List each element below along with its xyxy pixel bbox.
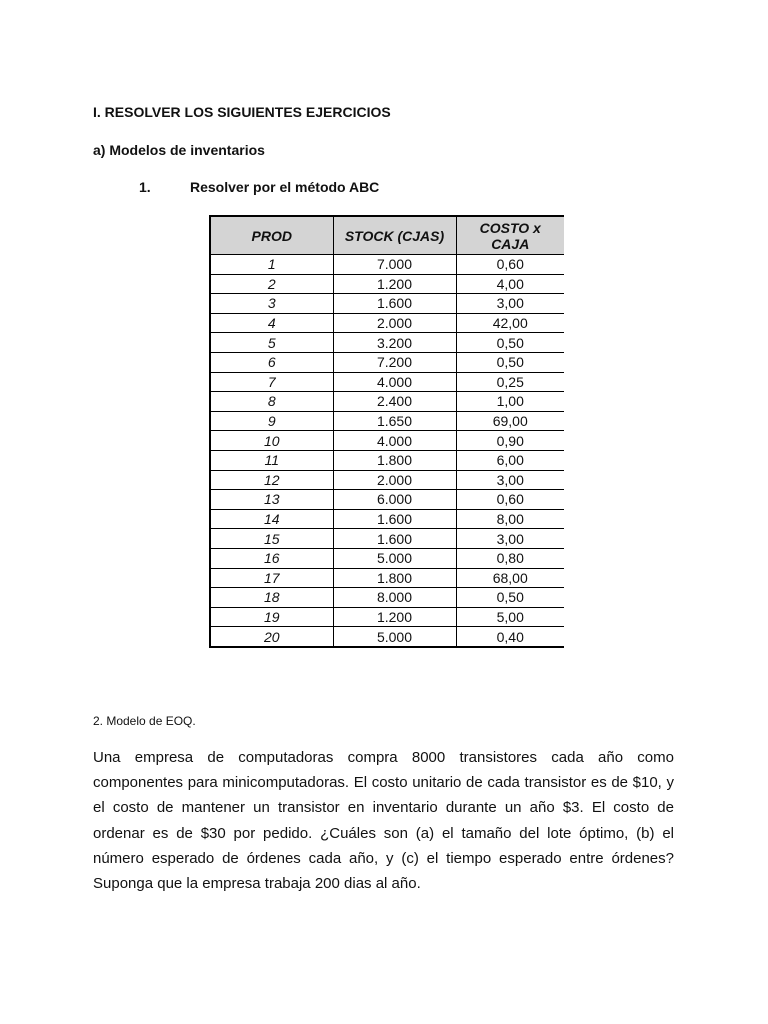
stock-cell: 7.200: [333, 352, 456, 372]
table-row: [210, 431, 564, 451]
table-row: [210, 588, 564, 608]
cost-cell: 3,00: [456, 294, 564, 314]
prod-cell: 16: [210, 548, 333, 568]
table-row: [210, 313, 564, 333]
stock-cell: 8.000: [333, 588, 456, 608]
stock-cell: 3.200: [333, 333, 456, 353]
cost-cell: 8,00: [456, 509, 564, 529]
prod-cell: 3: [210, 294, 333, 314]
table-row: [210, 509, 564, 529]
table-body: [210, 255, 564, 647]
prod-cell: 13: [210, 490, 333, 510]
table-row: [210, 470, 564, 490]
stock-cell: 7.000: [333, 255, 456, 275]
header-prod: PROD: [210, 216, 333, 255]
cost-cell: 0,50: [456, 333, 564, 353]
cost-cell: 68,00: [456, 568, 564, 588]
exercise-2-paragraph: Una empresa de computadoras compra 8000 transistores cada año como componentes para minicomputadoras. El costo unitario de cada transistor es de $10, y el costo de mantener un transistor en inventario durante un año $3. El costo de ordenar es de $30 por pedido. ¿Cuáles son (a) el tamaño del lote óptimo, (b) el número esperado de órdenes cada año, y (c) el tiempo esperado entre órdenes? Suponga que la empresa trabaja 200 dias al año.: [93, 749, 674, 893]
table-row: [210, 274, 564, 294]
prod-cell: 14: [210, 509, 333, 529]
stock-cell: 1.800: [333, 450, 456, 470]
prod-cell: 2: [210, 274, 333, 294]
table-row: [210, 568, 564, 588]
prod-cell: 6: [210, 352, 333, 372]
cost-cell: 0,90: [456, 431, 564, 451]
prod-cell: 18: [210, 588, 333, 608]
cost-cell: 0,60: [456, 490, 564, 510]
subsection-heading: a) Modelos de inventarios: [93, 142, 265, 158]
cost-cell: 3,00: [456, 529, 564, 549]
table-row: [210, 450, 564, 470]
prod-cell: 15: [210, 529, 333, 549]
stock-cell: 1.200: [333, 607, 456, 627]
cost-cell: 4,00: [456, 274, 564, 294]
stock-cell: 1.600: [333, 529, 456, 549]
table-row: [210, 627, 564, 647]
prod-cell: 1: [210, 255, 333, 275]
table-row: [210, 490, 564, 510]
prod-cell: 5: [210, 333, 333, 353]
stock-cell: 4.000: [333, 431, 456, 451]
prod-cell: 17: [210, 568, 333, 588]
header-cost-line2: CAJA: [491, 235, 530, 252]
table-row: [210, 255, 564, 275]
stock-cell: 1.200: [333, 274, 456, 294]
header-cost: [456, 216, 564, 255]
cost-cell: 1,00: [456, 392, 564, 412]
cost-cell: 69,00: [456, 411, 564, 431]
table-row: [210, 294, 564, 314]
prod-cell: 8: [210, 392, 333, 412]
prod-cell: 11: [210, 450, 333, 470]
table-row: [210, 607, 564, 627]
header-cost-line1: COSTO x: [479, 219, 541, 236]
table-row: [210, 548, 564, 568]
table-row: [210, 372, 564, 392]
stock-cell: 1.600: [333, 294, 456, 314]
cost-cell: 0,40: [496, 628, 524, 645]
table-row: [210, 529, 564, 549]
stock-cell: 6.000: [333, 490, 456, 510]
stock-cell: 5.000: [333, 548, 456, 568]
exercise-1-title: Resolver por el método ABC: [190, 179, 380, 195]
prod-cell: 7: [210, 372, 333, 392]
prod-cell: 4: [210, 313, 333, 333]
stock-cell: 2.000: [333, 313, 456, 333]
cost-cell: 6,00: [456, 450, 564, 470]
exercise-2-title: 2. Modelo de EOQ.: [93, 714, 196, 728]
table-row: [210, 392, 564, 412]
prod-cell: 12: [210, 470, 333, 490]
table-row: [210, 352, 564, 372]
cost-cell: 3,00: [456, 470, 564, 490]
stock-cell: 2.400: [333, 392, 456, 412]
section-heading: I. RESOLVER LOS SIGUIENTES EJERCICIOS: [93, 104, 391, 120]
prod-cell: 9: [210, 411, 333, 431]
exercise-1-number: 1.: [139, 179, 151, 195]
prod-cell: 19: [210, 607, 333, 627]
stock-cell: 2.000: [333, 470, 456, 490]
stock-cell: 1.600: [333, 509, 456, 529]
cost-cell: 5,00: [456, 607, 564, 627]
stock-cell: 1.650: [333, 411, 456, 431]
cost-cell: 0,80: [456, 548, 564, 568]
table-header-row: [210, 216, 564, 255]
abc-inventory-table: [209, 215, 564, 648]
table-row: [210, 411, 564, 431]
stock-cell: 5.000: [333, 627, 456, 647]
cost-cell: 0,50: [456, 588, 564, 608]
cost-cell: 42,00: [456, 313, 564, 333]
cost-cell: 0,50: [456, 352, 564, 372]
stock-cell: 1.800: [333, 568, 456, 588]
cost-cell: 0,25: [456, 372, 564, 392]
prod-cell: 10: [210, 431, 333, 451]
cost-cell: 0,60: [456, 255, 564, 275]
header-stock: STOCK (CJAS): [333, 216, 456, 255]
table-row: [210, 333, 564, 353]
prod-cell: 20: [210, 627, 333, 647]
stock-cell: 4.000: [333, 372, 456, 392]
